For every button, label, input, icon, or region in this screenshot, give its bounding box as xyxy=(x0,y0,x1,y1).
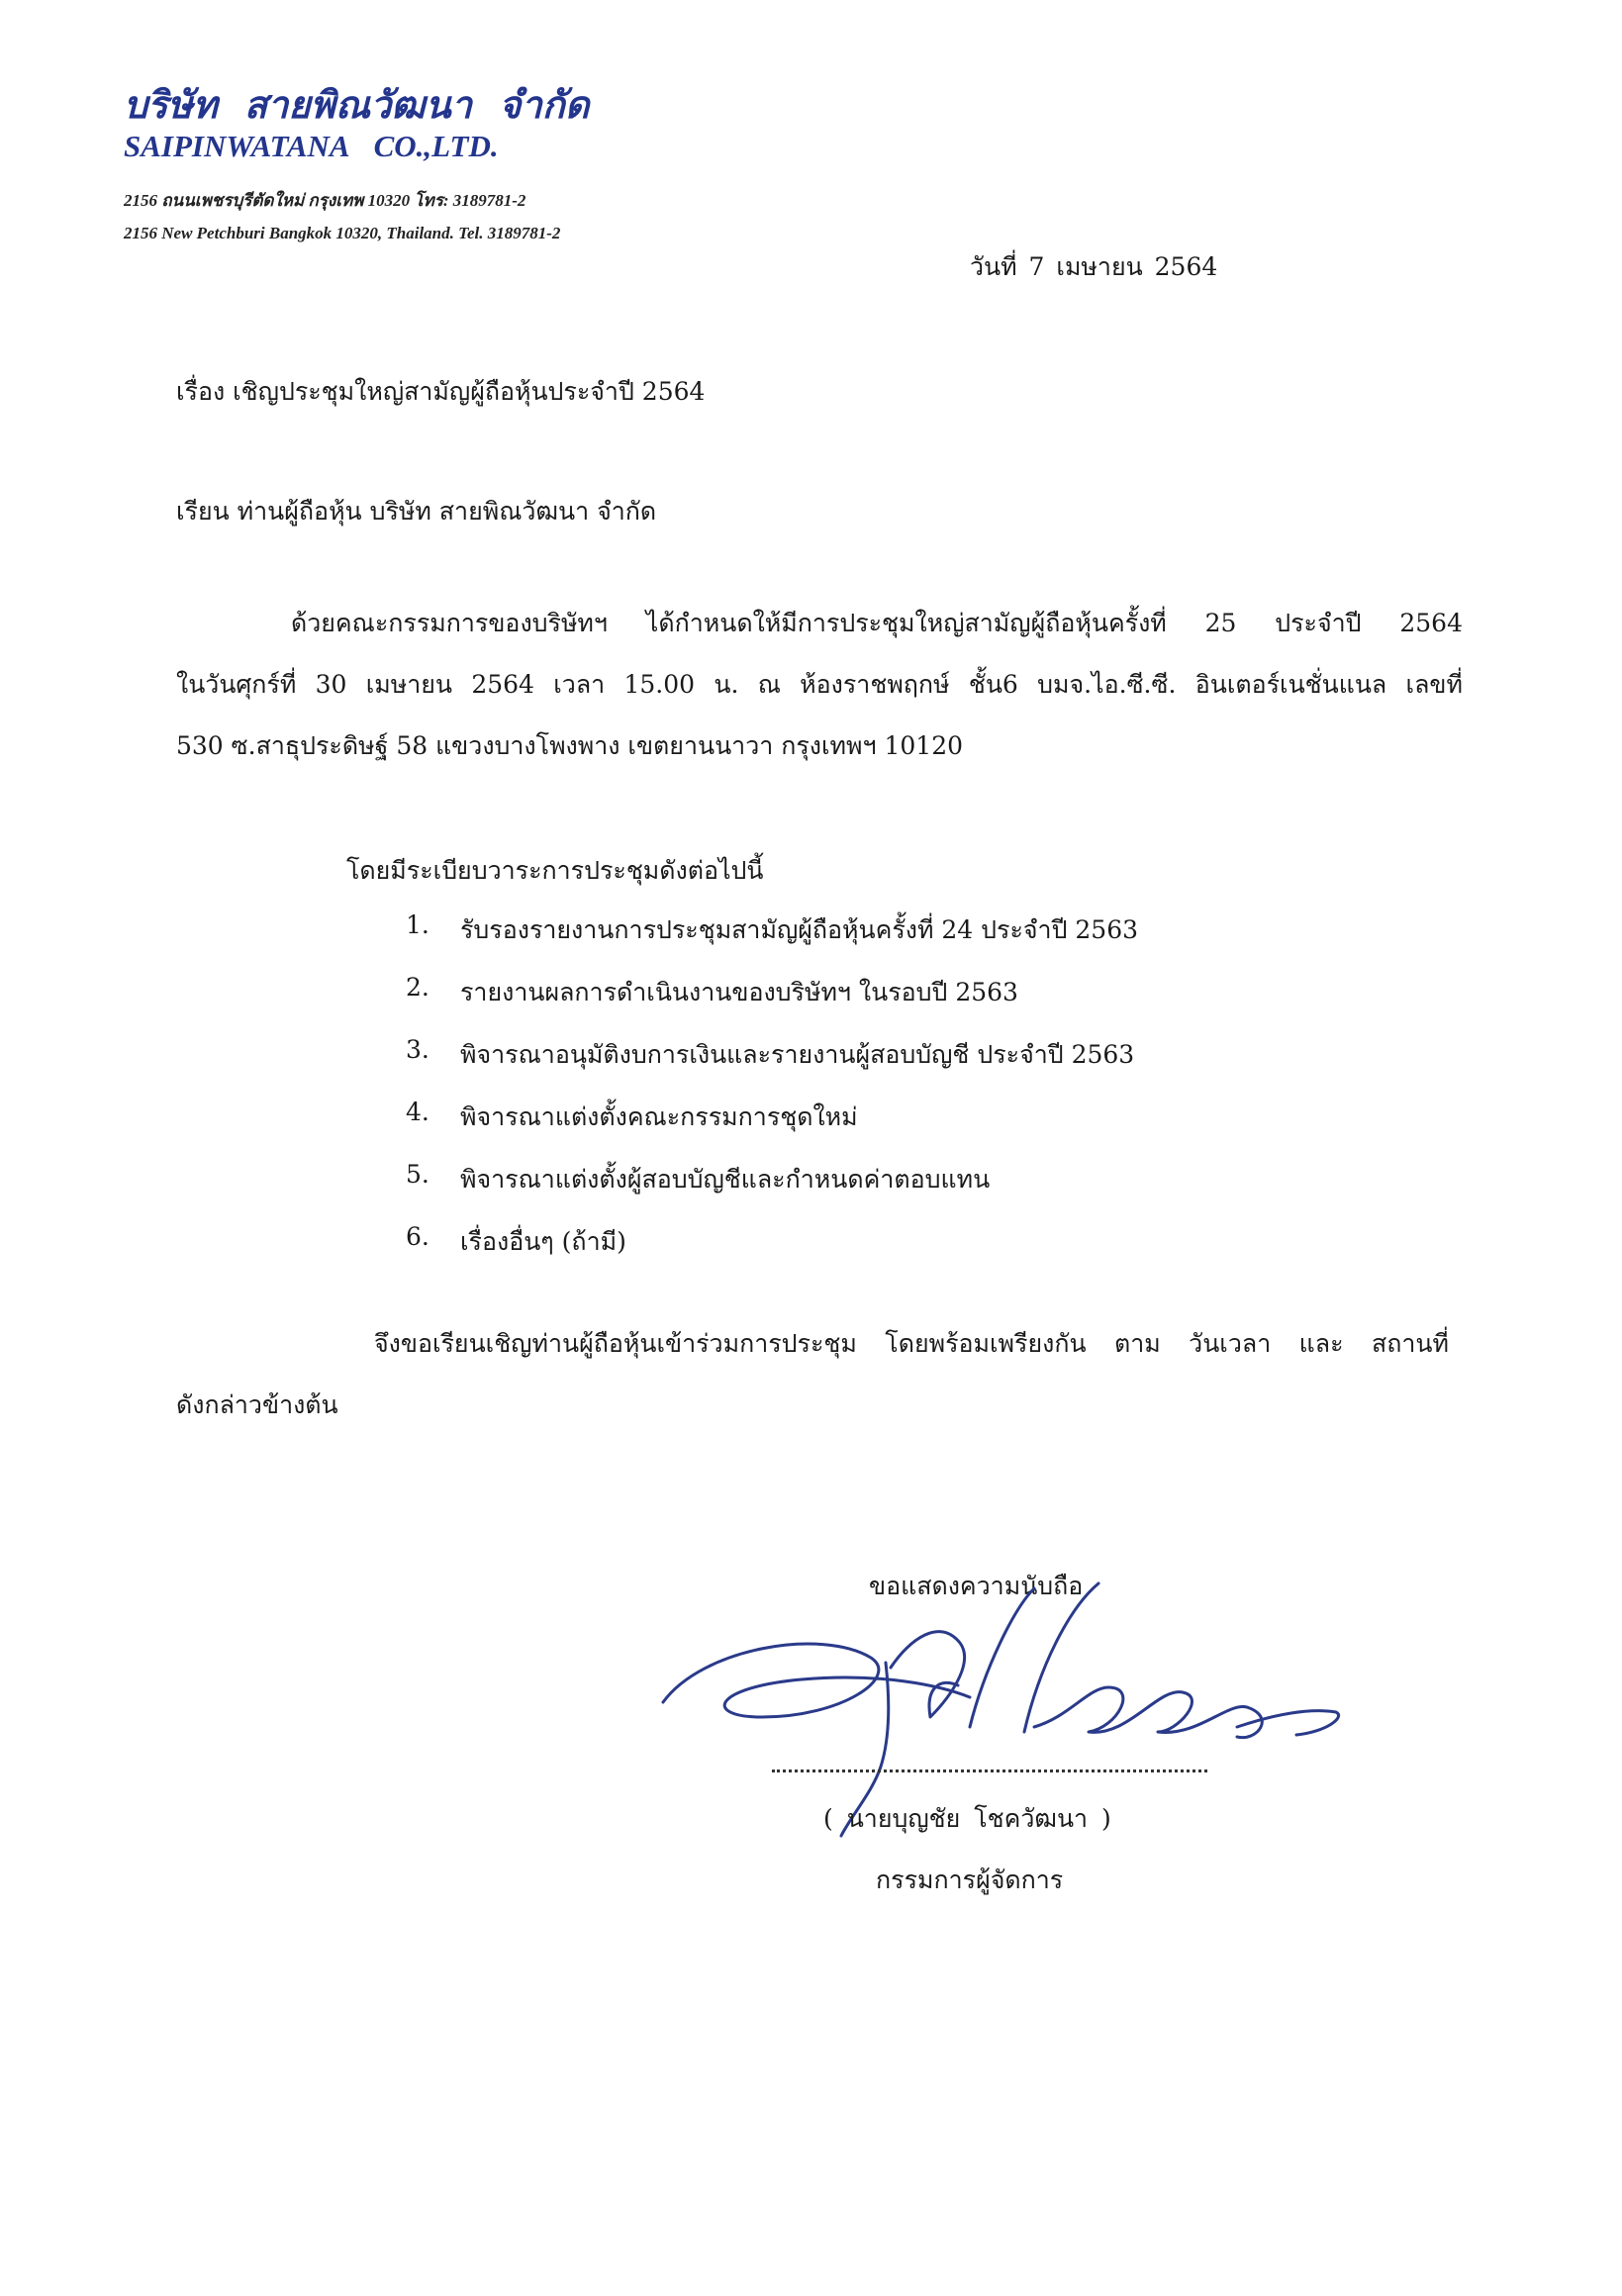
closing-regards: ขอแสดงความนับถือ xyxy=(869,1572,1084,1600)
signature-stroke xyxy=(891,1632,965,1717)
closing-line: ดังกล่าวข้างต้น xyxy=(176,1390,338,1419)
agenda-intro: โดยมีระเบียบวาระการประชุมดังต่อไปนี้ xyxy=(346,856,764,885)
agenda-item-number: 5. xyxy=(406,1160,429,1189)
agenda-item xyxy=(406,1035,1138,1098)
closing-paragraph xyxy=(176,1324,1449,1447)
agenda-item-number: 2. xyxy=(406,973,429,1002)
signature-stroke xyxy=(1034,1687,1262,1738)
agenda-item-text: พิจารณาแต่งตั้งผู้สอบบัญชีและกำหนดค่าตอบแทน xyxy=(460,1165,991,1194)
letter-subject: เรื่อง เชิญประชุมใหญ่สามัญผู้ถือหุ้นประจำปี 2564 xyxy=(176,377,706,406)
body-line: ในวันศุกร์ที่ 30 เมษายน 2564 เวลา 15.00 น. ณ ห้องราชพฤกษ์ ชั้น6 บมจ.ไอ.ซี.ซี. อินเตอร์เนชั่นแนล เลขที่ xyxy=(176,670,1463,699)
agenda-item xyxy=(406,973,1138,1035)
signature-line xyxy=(772,1770,1207,1772)
letterhead xyxy=(124,81,1014,249)
agenda-item-text: รายงานผลการดำเนินงานของบริษัทฯ ในรอบปี 2563 xyxy=(460,978,1018,1006)
agenda-item-text: รับรองรายงานการประชุมสามัญผู้ถือหุ้นครั้งที่ 24 ประจำปี 2563 xyxy=(460,915,1139,944)
letter-date: วันที่ 7 เมษายน 2564 xyxy=(970,252,1218,281)
agenda-item xyxy=(406,910,1138,973)
signer-title: กรรมการผู้จัดการ xyxy=(876,1866,1064,1894)
body-line: 530 ซ.สาธุประดิษฐ์ 58 แขวงบางโพงพาง เขตยานนาวา กรุงเทพฯ 10120 xyxy=(176,731,964,760)
company-name-english: SAIPINWATANA CO.,LTD. xyxy=(124,129,499,163)
agenda-item-number: 3. xyxy=(406,1035,429,1064)
agenda-item xyxy=(406,1160,1138,1222)
agenda-item-text: เรื่องอื่นๆ (ถ้ามี) xyxy=(460,1227,626,1256)
agenda-item-text: พิจารณาแต่งตั้งคณะกรรมการชุดใหม่ xyxy=(460,1102,858,1131)
agenda-item-number: 6. xyxy=(406,1222,429,1251)
address-thai: 2156 ถนนเพชรบุรีตัดใหม่ กรุงเทพ 10320 โทร: 3189781-2 xyxy=(124,191,526,210)
agenda-item xyxy=(406,1098,1138,1160)
agenda-item-number: 1. xyxy=(406,910,429,939)
signature-stroke xyxy=(970,1588,1034,1727)
agenda-list xyxy=(406,910,1138,1285)
signature-stroke xyxy=(663,1644,970,1717)
agenda-item-number: 4. xyxy=(406,1098,429,1126)
body-paragraph xyxy=(176,604,1463,788)
signer-name: ( นายบุญชัย โชควัฒนา ) xyxy=(823,1804,1111,1833)
closing-line: จึงขอเรียนเชิญท่านผู้ถือหุ้นเข้าร่วมการประชุม โดยพร้อมเพรียงกัน ตาม วันเวลา และ สถานที่ xyxy=(374,1329,1449,1358)
address-english: 2156 New Petchburi Bangkok 10320, Thailand. Tel. 3189781-2 xyxy=(124,224,561,242)
body-line: ด้วยคณะกรรมการของบริษัทฯ ได้กำหนดให้มีการประชุมใหญ่สามัญผู้ถือหุ้นครั้งที่ 25 ประจำปี 2564 xyxy=(291,609,1463,637)
signature-stroke xyxy=(1024,1583,1098,1732)
agenda-item xyxy=(406,1222,1138,1285)
company-name-thai: บริษัท สายพิณวัฒนา จำกัด xyxy=(124,82,590,127)
letter-salutation: เรียน ท่านผู้ถือหุ้น บริษัท สายพิณวัฒนา จำกัด xyxy=(176,497,657,526)
signature-stroke xyxy=(1237,1711,1339,1735)
agenda-item-text: พิจารณาอนุมัติงบการเงินและรายงานผู้สอบบัญชี ประจำปี 2563 xyxy=(460,1040,1135,1069)
